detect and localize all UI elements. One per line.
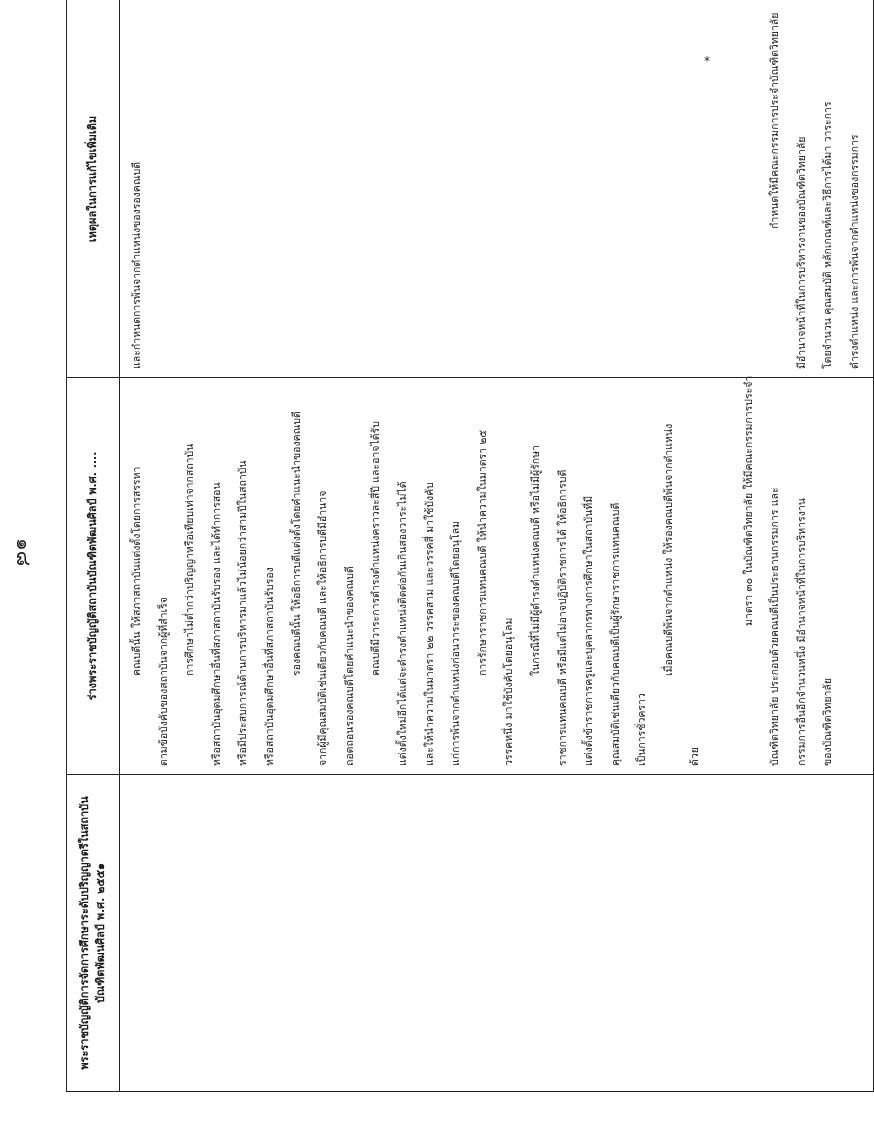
text-line: รองคณบดีนั้น ให้อธิการบดีแต่งตั้งโดยคำแนะนำของคณบดี xyxy=(290,411,303,676)
text-line xyxy=(284,0,311,369)
text-line: ในกรณีที่ไม่มีผู้ดำรงตำแหน่งคณบดี หรือไม่มีผู้รักษา xyxy=(529,445,542,676)
text-line xyxy=(629,0,656,369)
text-line: มีอำนาจหน้าที่ในการบริหารงานของบัณฑิตวิทยาลัย xyxy=(795,136,808,369)
draft-act-cell xyxy=(120,375,874,775)
text-line: คุณสมบัติเช่นเดียวกับคณบดีเป็นผู้รักษาราชการแทนคณบดี xyxy=(609,502,622,766)
text-line xyxy=(576,0,603,369)
text-line: ของบัณฑิตวิทยาลัย xyxy=(822,677,835,766)
comparison-table xyxy=(66,0,874,1092)
text-line xyxy=(363,0,390,369)
text-line xyxy=(337,0,364,369)
text-line: แต่งตั้งใหม่อีกได้แต่จะดำรงตำแหน่งติดต่อกันเกินสองวาระไม่ได้ xyxy=(396,481,409,766)
text-line xyxy=(682,0,709,369)
text-line: วรรคหนึ่ง มาใช้บังคับโดยอนุโลม xyxy=(503,617,516,766)
text-line: เมื่อคณบดีพ้นจากตำแหน่ง ให้รองคณบดีพ้นจากตำแหน่ง xyxy=(662,423,675,676)
text-line: หรือสถาบันอุดมศึกษาอื่นที่สภาสถาบันรับรอง และได้ทำการสอน xyxy=(210,482,223,766)
text-line: โดยจำนวน คุณสมบัติ หลักเกณฑ์และวิธีการได้มา วาระการ xyxy=(822,101,835,369)
text-line xyxy=(550,0,577,369)
page-number: ๑๘ xyxy=(12,538,36,567)
text-line: กำหนดให้มีคณะกรรมการประจำบัณฑิตวิทยาลัย xyxy=(769,12,782,229)
text-line xyxy=(709,386,736,766)
text-line xyxy=(470,0,497,369)
text-line: แก่การพ้นจากตำแหน่งก่อนวาระของคณบดีโดยอนุโลม xyxy=(450,520,463,766)
header-current-act: พระราชบัญญัติการจัดการศึกษาระดับปริญญาตรีในสถาบันบัณฑิตพัฒนศิลป์ พ.ศ. ๒๕๕๑ xyxy=(67,775,120,1092)
text-line: แต่งตั้งข้าราชการครูและบุคลากรทางการศึกษาในสถาบันที่มี xyxy=(583,495,596,766)
text-line xyxy=(523,0,550,369)
text-line: บัณฑิตวิทยาลัย ประกอบด้วยคณบดีเป็นประธานกรรมการ และ xyxy=(769,487,782,766)
text-line: มาตรา ๓๐ ในบัณฑิตวิทยาลัย ให้มีคณะกรรมการประจำ xyxy=(742,375,755,626)
text-line: ถอดถอนรองคณบดีโดยคำแนะนำของคณบดี xyxy=(343,566,356,766)
rotated-document xyxy=(66,12,862,1092)
text-line xyxy=(257,0,284,369)
asterisk-mark: * xyxy=(704,54,710,68)
text-line: ด้วย xyxy=(689,747,702,766)
text-line: จากผู้มีคุณสมบัติเช่นเดียวกับคณบดี และให้อธิการบดีมีอำนาจ xyxy=(317,490,330,766)
text-line: การศึกษาไม่ต่ำกว่าปริญญาหรือเทียบเท่าจากสถาบัน xyxy=(184,443,197,676)
text-line xyxy=(443,0,470,369)
text-line xyxy=(496,0,523,369)
text-line xyxy=(204,0,231,369)
text-line xyxy=(736,0,763,369)
text-line: ตามข้อบังคับของสถาบันจากผู้ที่สำเร็จ xyxy=(157,597,170,766)
text-line xyxy=(390,0,417,369)
header-draft-act: ร่างพระราชบัญญัติสถาบันบัณฑิตพัฒนศิลป์ พ.ศ. .... xyxy=(67,378,120,775)
text-line: คณบดีนั้น ให้สภาสถาบันแต่งตั้งโดยการสรรหา xyxy=(131,466,143,676)
text-line xyxy=(656,0,683,369)
text-line: คณบดีมีวาระการดำรงตำแหน่งคราวละสี่ปี และอาจได้รับ xyxy=(370,421,383,676)
text-line: การรักษาราชการแทนคณบดี ให้นำความในมาตรา ๒๕ xyxy=(476,429,489,676)
text-line: ราชการแทนคณบดี หรือมีแต่ไม่อาจปฏิบัติราชการได้ ให้อธิการบดี xyxy=(556,469,569,766)
current-act-cell xyxy=(120,775,874,1092)
text-line: และกำหนดการพ้นจากตำแหน่งของรองคณบดี xyxy=(131,161,143,369)
text-line: หรือมีประสบการณ์ด้านการบริหารมาแล้วไม่น้อยกว่าสามปีในสถาบัน xyxy=(237,460,250,766)
text-line xyxy=(603,0,630,369)
text-line: และให้นำความในมาตรา ๒๒ วรรคสาม และวรรคสี่ มาใช้บังคับ xyxy=(423,482,436,766)
reasons-cell xyxy=(120,0,874,378)
text-line xyxy=(230,0,257,369)
text-line xyxy=(709,0,736,369)
header-reasons: เหตุผลในการแก้ไขเพิ่มเติม xyxy=(67,0,120,378)
text-line xyxy=(310,0,337,369)
text-line: ดำรงตำแหน่ง และการพ้นจากตำแหน่งของกรรมการ xyxy=(849,134,862,369)
text-line: กรรมการอื่นอีกจำนวนหนึ่ง มีอำนาจหน้าที่ในการบริหารงาน xyxy=(795,498,808,766)
text-line xyxy=(151,0,178,369)
text-line: หรือสถาบันอุดมศึกษาอื่นที่สภาสถาบันรับรอง xyxy=(263,567,276,766)
text-line xyxy=(417,0,444,369)
text-line: เป็นการชั่วคราว xyxy=(636,693,649,766)
text-line xyxy=(177,0,204,369)
